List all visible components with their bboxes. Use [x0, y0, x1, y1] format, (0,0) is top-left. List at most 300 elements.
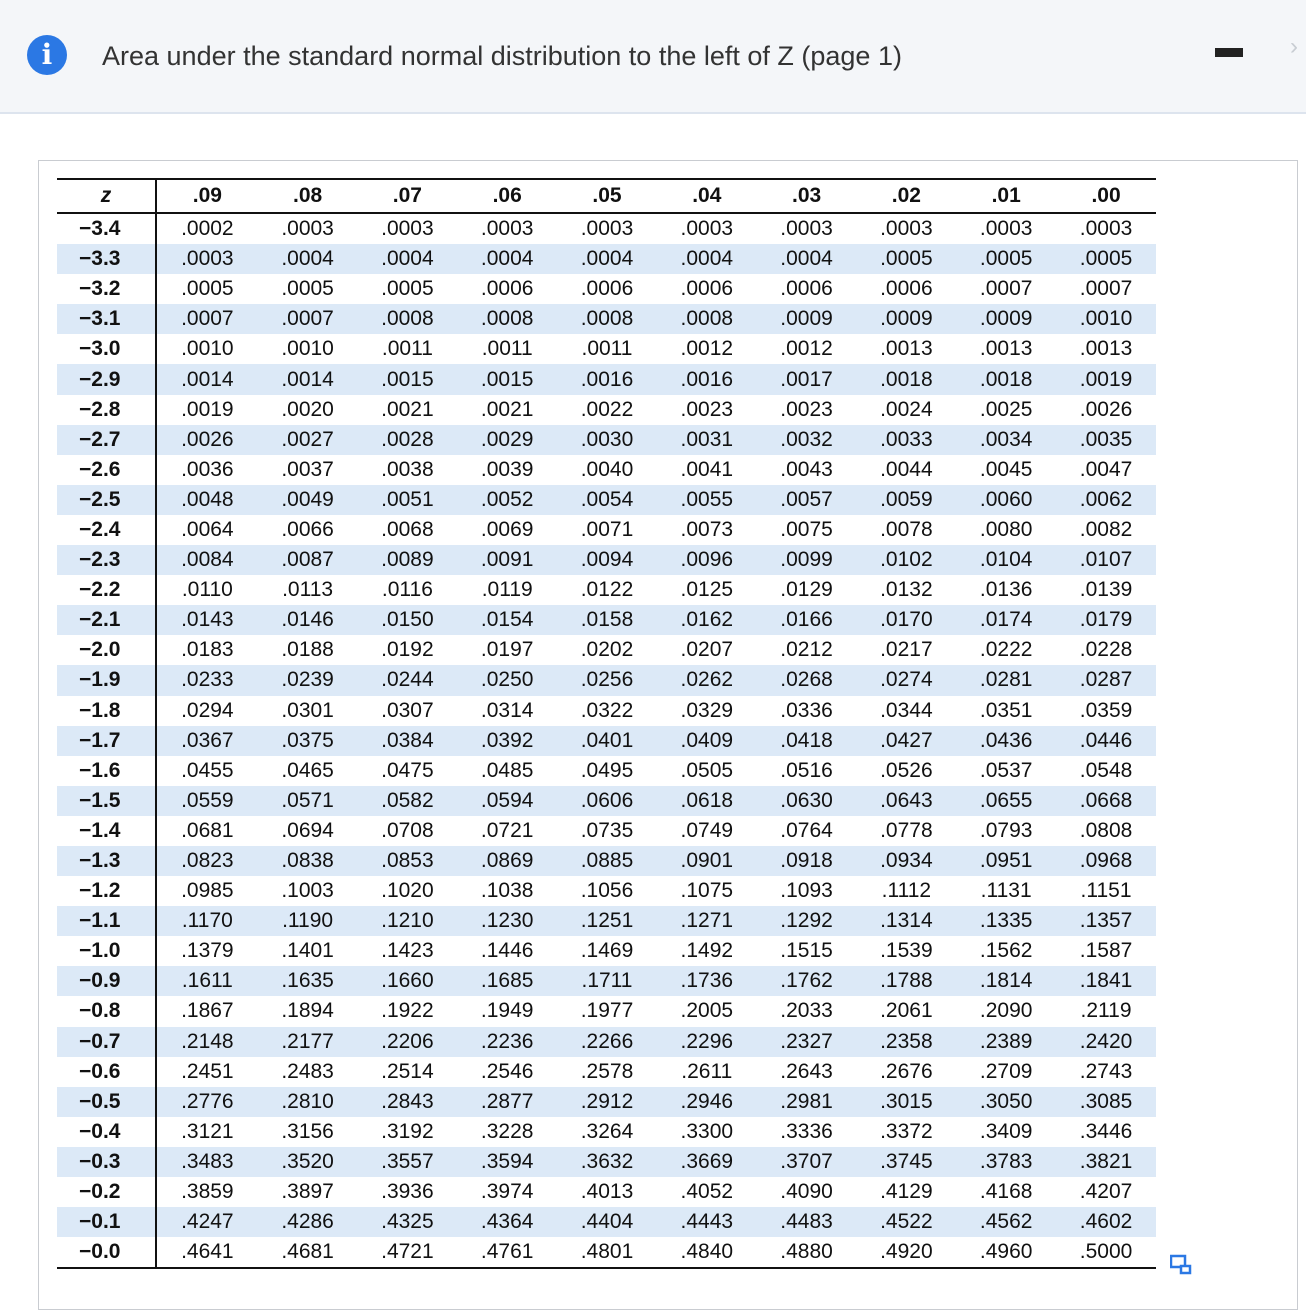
- probability-cell: .0170: [856, 605, 956, 635]
- probability-cell: .0003: [1079, 217, 1133, 241]
- probability-cell: .0011: [381, 337, 433, 361]
- probability-cell: .0027: [258, 425, 358, 455]
- probability-cell: .0073: [680, 517, 734, 541]
- probability-cell: .0011: [581, 337, 633, 361]
- probability-cell: .4129: [880, 1180, 933, 1204]
- probability-cell: .0465: [281, 758, 334, 782]
- probability-cell: .0009: [956, 304, 1056, 334]
- probability-cell: .3085: [1056, 1087, 1156, 1117]
- probability-cell: .0256: [557, 665, 657, 695]
- probability-cell: .0013: [1079, 337, 1133, 361]
- probability-cell: .0035: [1056, 425, 1156, 455]
- z-value-cell: −1.0: [57, 936, 156, 966]
- probability-cell: .2090: [979, 999, 1033, 1023]
- probability-cell: .0024: [880, 397, 933, 421]
- probability-cell: .0010: [1056, 304, 1156, 334]
- probability-cell: .0244: [358, 665, 458, 695]
- table-row: [57, 1237, 1156, 1268]
- probability-cell: .0010: [181, 337, 234, 361]
- probability-cell: .0022: [580, 397, 634, 421]
- probability-cell: .1314: [856, 906, 956, 936]
- probability-cell: .1635: [258, 966, 358, 996]
- probability-cell: .1230: [457, 906, 557, 936]
- probability-cell: .0004: [258, 244, 358, 274]
- probability-cell: .0005: [181, 277, 234, 301]
- table-row: [57, 1147, 1156, 1177]
- probability-cell: .0003: [880, 217, 933, 241]
- probability-cell: .0668: [1056, 786, 1156, 816]
- probability-cell: .3264: [580, 1119, 634, 1143]
- probability-cell: .3936: [381, 1180, 434, 1204]
- probability-cell: .0162: [657, 605, 757, 635]
- probability-cell: .1611: [156, 966, 258, 996]
- probability-cell: .1271: [657, 906, 757, 936]
- table-row: [57, 906, 1156, 936]
- probability-cell: .1003: [281, 879, 334, 903]
- table-row: [57, 786, 1156, 816]
- z-value-cell: −0.4: [57, 1117, 156, 1147]
- table-row: [57, 726, 1156, 756]
- probability-cell: .4090: [780, 1180, 833, 1204]
- probability-cell: .0004: [557, 244, 657, 274]
- probability-cell: .3745: [856, 1147, 956, 1177]
- probability-cell: .0179: [1056, 605, 1156, 635]
- column-header: .01: [956, 179, 1056, 213]
- z-value-cell: −1.1: [57, 906, 156, 936]
- probability-cell: .0314: [480, 698, 534, 722]
- probability-cell: .0778: [880, 818, 933, 842]
- probability-cell: .4641: [156, 1237, 258, 1268]
- z-value-cell: −3.1: [57, 304, 156, 334]
- probability-cell: .0011: [481, 337, 533, 361]
- probability-cell: .1020: [381, 879, 434, 903]
- probability-cell: .0003: [780, 217, 833, 241]
- probability-cell: .0008: [557, 304, 657, 334]
- table-header-row: [57, 179, 1156, 213]
- probability-cell: .0039: [480, 457, 534, 481]
- probability-cell: .0055: [657, 485, 757, 515]
- probability-cell: .0026: [1079, 397, 1133, 421]
- probability-cell: .0009: [856, 304, 956, 334]
- probability-cell: .3446: [1079, 1119, 1133, 1143]
- table-row: [57, 575, 1156, 605]
- probability-cell: .0003: [381, 217, 434, 241]
- probability-cell: .0017: [757, 364, 857, 394]
- probability-cell: .0003: [156, 244, 258, 274]
- table-row: [57, 1087, 1156, 1117]
- probability-cell: .0359: [1079, 698, 1133, 722]
- probability-cell: .2483: [281, 1059, 334, 1083]
- probability-cell: .0367: [156, 726, 258, 756]
- z-value-cell: −2.0: [57, 635, 156, 665]
- z-value-cell: −0.8: [57, 996, 156, 1026]
- probability-cell: .0455: [181, 758, 234, 782]
- probability-cell: .0034: [956, 425, 1056, 455]
- probability-cell: .0044: [880, 457, 933, 481]
- probability-cell: .1423: [381, 939, 434, 963]
- probability-cell: .4286: [258, 1207, 358, 1237]
- table-row: [57, 485, 1156, 515]
- table-row: [57, 244, 1156, 274]
- probability-cell: .2877: [457, 1087, 557, 1117]
- z-value-cell: −0.9: [57, 966, 156, 996]
- probability-cell: .0228: [1079, 638, 1133, 662]
- probability-cell: .3192: [381, 1119, 434, 1143]
- probability-cell: .0007: [258, 304, 358, 334]
- probability-cell: .2981: [757, 1087, 857, 1117]
- close-icon[interactable]: ›: [1290, 33, 1298, 60]
- probability-cell: .3483: [156, 1147, 258, 1177]
- probability-cell: .0188: [281, 638, 334, 662]
- probability-cell: .0059: [856, 485, 956, 515]
- probability-cell: .1587: [1079, 939, 1133, 963]
- probability-cell: .0708: [381, 818, 434, 842]
- probability-cell: .0294: [181, 698, 234, 722]
- z-value-cell: −2.8: [57, 395, 156, 425]
- probability-cell: .4013: [580, 1180, 634, 1204]
- probability-cell: .0233: [156, 665, 258, 695]
- z-value-cell: −1.8: [57, 696, 156, 726]
- probability-cell: .1894: [281, 999, 334, 1023]
- probability-cell: .0003: [680, 217, 734, 241]
- probability-cell: .0122: [580, 578, 634, 602]
- probability-cell: .3859: [181, 1180, 234, 1204]
- probability-cell: .0075: [780, 517, 833, 541]
- probability-cell: .0008: [358, 304, 458, 334]
- probability-cell: .0066: [281, 517, 334, 541]
- probability-cell: .0004: [757, 244, 857, 274]
- probability-cell: .0014: [258, 364, 358, 394]
- probability-cell: .0089: [358, 545, 458, 575]
- probability-cell: .0045: [979, 457, 1033, 481]
- probability-cell: .0166: [757, 605, 857, 635]
- probability-cell: .4052: [680, 1180, 734, 1204]
- probability-cell: .0010: [281, 337, 334, 361]
- table-row: [57, 1057, 1156, 1087]
- probability-cell: .0016: [557, 364, 657, 394]
- z-value-cell: −0.3: [57, 1147, 156, 1177]
- probability-cell: .3594: [457, 1147, 557, 1177]
- probability-cell: .3897: [281, 1180, 334, 1204]
- probability-cell: .3821: [1056, 1147, 1156, 1177]
- probability-cell: .0015: [358, 364, 458, 394]
- expand-icon[interactable]: [1170, 1254, 1192, 1276]
- probability-cell: .0934: [856, 846, 956, 876]
- probability-cell: .1711: [557, 966, 657, 996]
- probability-cell: .3372: [880, 1119, 933, 1143]
- z-value-cell: −3.4: [57, 213, 156, 244]
- probability-cell: .1492: [680, 939, 734, 963]
- probability-cell: .0008: [657, 304, 757, 334]
- minimize-icon: [1215, 48, 1243, 57]
- probability-cell: .0582: [358, 786, 458, 816]
- probability-cell: .0250: [457, 665, 557, 695]
- table-body: [57, 213, 1156, 1268]
- probability-cell: .0129: [780, 578, 833, 602]
- table-row: [57, 696, 1156, 726]
- probability-cell: .0262: [657, 665, 757, 695]
- probability-cell: .0301: [281, 698, 334, 722]
- probability-cell: .0099: [757, 545, 857, 575]
- column-header: .08: [258, 179, 358, 213]
- probability-cell: .3632: [557, 1147, 657, 1177]
- probability-cell: .0116: [381, 578, 433, 602]
- probability-cell: .0212: [780, 638, 833, 662]
- probability-cell: .0174: [956, 605, 1056, 635]
- probability-cell: .0139: [1079, 578, 1133, 602]
- probability-cell: .0003: [580, 217, 634, 241]
- probability-cell: .0146: [258, 605, 358, 635]
- probability-cell: .0951: [956, 846, 1056, 876]
- probability-cell: .0041: [680, 457, 734, 481]
- table-row: [57, 1027, 1156, 1057]
- z-value-cell: −2.4: [57, 515, 156, 545]
- probability-cell: .0749: [680, 818, 734, 842]
- probability-cell: .0018: [956, 364, 1056, 394]
- probability-cell: .2005: [680, 999, 734, 1023]
- probability-cell: .2327: [757, 1027, 857, 1057]
- probability-cell: .0516: [780, 758, 833, 782]
- probability-cell: .0015: [457, 364, 557, 394]
- probability-cell: .0150: [358, 605, 458, 635]
- probability-cell: .2451: [181, 1059, 234, 1083]
- table-row: [57, 425, 1156, 455]
- probability-cell: .0019: [1056, 364, 1156, 394]
- z-value-cell: −1.5: [57, 786, 156, 816]
- probability-cell: .0968: [1056, 846, 1156, 876]
- probability-cell: .0060: [956, 485, 1056, 515]
- probability-cell: .4602: [1056, 1207, 1156, 1237]
- probability-cell: .1401: [281, 939, 334, 963]
- probability-cell: .0192: [381, 638, 434, 662]
- probability-cell: .0239: [258, 665, 358, 695]
- z-value-cell: −2.7: [57, 425, 156, 455]
- probability-cell: .0004: [657, 244, 757, 274]
- probability-cell: .0003: [979, 217, 1033, 241]
- probability-cell: .0329: [680, 698, 734, 722]
- table-row: [57, 816, 1156, 846]
- probability-cell: .0401: [557, 726, 657, 756]
- probability-cell: .0102: [856, 545, 956, 575]
- probability-cell: .0351: [979, 698, 1033, 722]
- probability-cell: .0344: [880, 698, 933, 722]
- column-header: .07: [358, 179, 458, 213]
- probability-cell: .0043: [780, 457, 833, 481]
- probability-cell: .3121: [181, 1119, 234, 1143]
- probability-cell: .0183: [181, 638, 234, 662]
- probability-cell: .0087: [258, 545, 358, 575]
- probability-cell: .0071: [580, 517, 634, 541]
- z-value-cell: −2.5: [57, 485, 156, 515]
- z-value-cell: −3.3: [57, 244, 156, 274]
- z-value-cell: −3.2: [57, 274, 156, 304]
- probability-cell: .1056: [580, 879, 634, 903]
- probability-cell: .0537: [979, 758, 1033, 782]
- probability-cell: .1038: [480, 879, 534, 903]
- z-value-cell: −0.5: [57, 1087, 156, 1117]
- z-value-cell: −0.6: [57, 1057, 156, 1087]
- probability-cell: .2810: [258, 1087, 358, 1117]
- table-row: [57, 364, 1156, 394]
- probability-cell: .0375: [258, 726, 358, 756]
- probability-cell: .0336: [780, 698, 833, 722]
- probability-cell: .1131: [980, 879, 1032, 903]
- probability-cell: .0013: [979, 337, 1033, 361]
- probability-cell: .0823: [156, 846, 258, 876]
- probability-cell: .0019: [181, 397, 234, 421]
- probability-cell: .1251: [557, 906, 657, 936]
- z-value-cell: −2.6: [57, 455, 156, 485]
- probability-cell: .0051: [358, 485, 458, 515]
- probability-cell: .0571: [258, 786, 358, 816]
- probability-cell: .1446: [480, 939, 534, 963]
- probability-cell: .0409: [657, 726, 757, 756]
- probability-cell: .0436: [956, 726, 1056, 756]
- probability-cell: .0032: [757, 425, 857, 455]
- table-row: [57, 1177, 1156, 1207]
- probability-cell: .2643: [780, 1059, 833, 1083]
- probability-cell: .0023: [780, 397, 833, 421]
- probability-cell: .0721: [480, 818, 534, 842]
- probability-cell: .2743: [1079, 1059, 1133, 1083]
- probability-cell: .1814: [956, 966, 1056, 996]
- probability-cell: .3228: [480, 1119, 534, 1143]
- probability-cell: .2177: [258, 1027, 358, 1057]
- probability-cell: .1762: [757, 966, 857, 996]
- probability-cell: .1335: [956, 906, 1056, 936]
- probability-cell: .0207: [680, 638, 734, 662]
- probability-cell: .0021: [381, 397, 434, 421]
- probability-cell: .0735: [580, 818, 634, 842]
- z-value-cell: −1.6: [57, 756, 156, 786]
- probability-cell: .3669: [657, 1147, 757, 1177]
- table-row: [57, 334, 1156, 364]
- probability-cell: .0885: [557, 846, 657, 876]
- probability-cell: .0030: [557, 425, 657, 455]
- probability-cell: .0217: [880, 638, 933, 662]
- probability-cell: .1075: [680, 879, 734, 903]
- probability-cell: .0158: [557, 605, 657, 635]
- probability-cell: .1190: [258, 906, 358, 936]
- probability-cell: .2676: [880, 1059, 933, 1083]
- probability-cell: .0136: [979, 578, 1033, 602]
- column-header: .05: [557, 179, 657, 213]
- probability-cell: .0005: [281, 277, 334, 301]
- probability-cell: .0643: [856, 786, 956, 816]
- probability-cell: .0021: [480, 397, 534, 421]
- probability-cell: .2148: [156, 1027, 258, 1057]
- probability-cell: .0025: [979, 397, 1033, 421]
- table-row: [57, 846, 1156, 876]
- table-row: [57, 1207, 1156, 1237]
- probability-cell: .4522: [856, 1207, 956, 1237]
- z-value-cell: −2.2: [57, 575, 156, 605]
- probability-cell: .0495: [580, 758, 634, 782]
- probability-cell: .0005: [381, 277, 434, 301]
- probability-cell: .4562: [956, 1207, 1056, 1237]
- column-header: .02: [856, 179, 956, 213]
- probability-cell: .0594: [457, 786, 557, 816]
- z-value-cell: −1.2: [57, 876, 156, 906]
- probability-cell: .4247: [156, 1207, 258, 1237]
- table-row: [57, 605, 1156, 635]
- probability-cell: .4364: [457, 1207, 557, 1237]
- table-row: [57, 545, 1156, 575]
- probability-cell: .0281: [956, 665, 1056, 695]
- table-row: [57, 304, 1156, 334]
- probability-cell: .0009: [757, 304, 857, 334]
- probability-cell: .4920: [856, 1237, 956, 1268]
- table-row: [57, 213, 1156, 244]
- probability-cell: .0287: [1056, 665, 1156, 695]
- probability-cell: .0094: [557, 545, 657, 575]
- probability-cell: .1292: [757, 906, 857, 936]
- probability-cell: .2776: [156, 1087, 258, 1117]
- z-value-cell: −1.7: [57, 726, 156, 756]
- z-value-cell: −1.3: [57, 846, 156, 876]
- probability-cell: .0005: [1056, 244, 1156, 274]
- probability-cell: .0475: [381, 758, 434, 782]
- z-value-cell: −1.4: [57, 816, 156, 846]
- probability-cell: .1210: [358, 906, 458, 936]
- probability-cell: .0020: [281, 397, 334, 421]
- probability-cell: .1685: [457, 966, 557, 996]
- probability-cell: .2236: [457, 1027, 557, 1057]
- z-value-cell: −3.0: [57, 334, 156, 364]
- probability-cell: .0091: [457, 545, 557, 575]
- probability-cell: .0006: [680, 277, 734, 301]
- probability-cell: .0082: [1079, 517, 1133, 541]
- probability-cell: .3156: [281, 1119, 334, 1143]
- probability-cell: .0062: [1056, 485, 1156, 515]
- probability-cell: .0418: [757, 726, 857, 756]
- probability-cell: .2709: [979, 1059, 1033, 1083]
- probability-cell: .2358: [856, 1027, 956, 1057]
- probability-cell: .1093: [780, 879, 833, 903]
- probability-cell: .0132: [880, 578, 933, 602]
- probability-cell: .0005: [856, 244, 956, 274]
- probability-cell: .3783: [956, 1147, 1056, 1177]
- probability-cell: .4721: [358, 1237, 458, 1268]
- probability-cell: .1977: [580, 999, 634, 1023]
- probability-cell: .0096: [657, 545, 757, 575]
- minimize-button[interactable]: [1215, 48, 1243, 62]
- table-row: [57, 966, 1156, 996]
- probability-cell: .1170: [156, 906, 258, 936]
- column-header: .06: [457, 179, 557, 213]
- table-row: [57, 1117, 1156, 1147]
- probability-cell: .0052: [457, 485, 557, 515]
- probability-cell: .3557: [358, 1147, 458, 1177]
- probability-cell: .2578: [580, 1059, 634, 1083]
- probability-cell: .0107: [1056, 545, 1156, 575]
- probability-cell: .0007: [979, 277, 1033, 301]
- probability-cell: .4168: [979, 1180, 1033, 1204]
- probability-cell: .0048: [156, 485, 258, 515]
- z-value-cell: −1.9: [57, 665, 156, 695]
- probability-cell: .0485: [480, 758, 534, 782]
- probability-cell: .0630: [757, 786, 857, 816]
- table-row: [57, 515, 1156, 545]
- table-row: [57, 996, 1156, 1026]
- probability-cell: .0618: [657, 786, 757, 816]
- probability-cell: .0808: [1079, 818, 1133, 842]
- probability-cell: .0125: [680, 578, 734, 602]
- z-column-header: z: [57, 179, 156, 213]
- probability-cell: .0012: [680, 337, 734, 361]
- probability-cell: .2033: [780, 999, 833, 1023]
- probability-cell: .1469: [580, 939, 634, 963]
